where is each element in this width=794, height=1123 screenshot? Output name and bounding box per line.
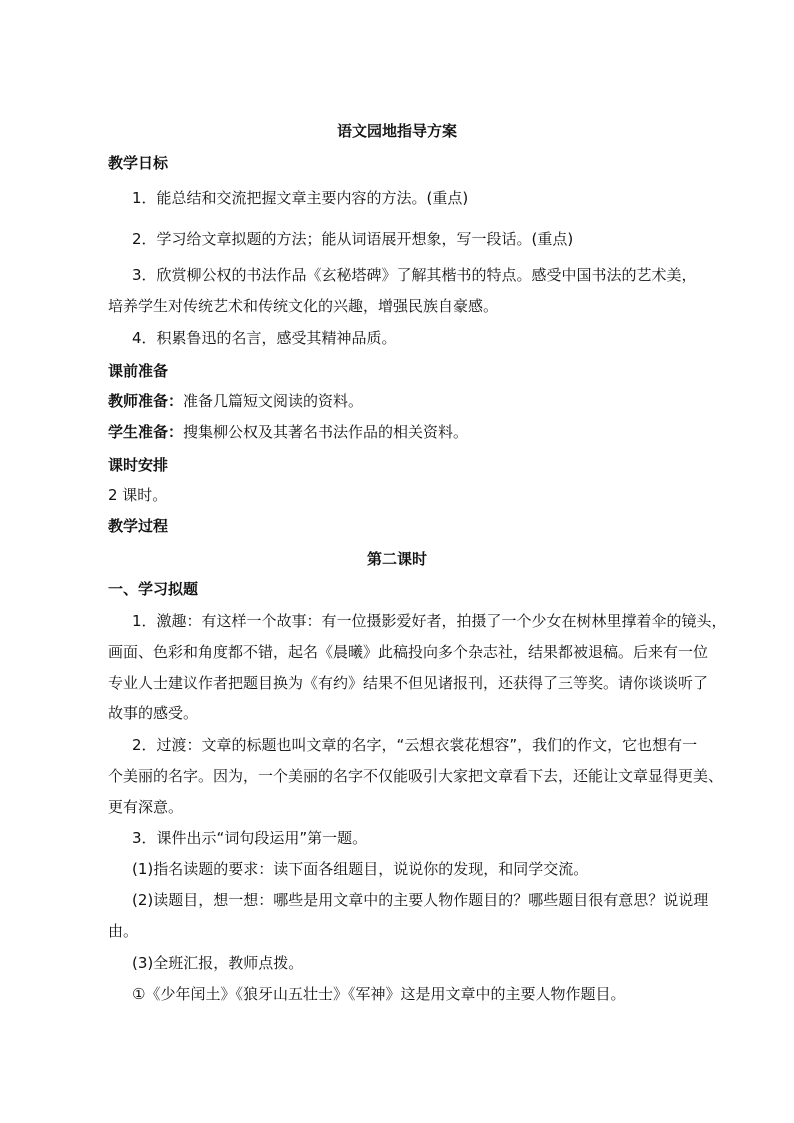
objective-item-3: 3．欣赏柳公权的书法作品《玄秘塔碑》了解其楷书的特点。感受中国书法的艺术美， [132, 266, 697, 284]
objective-item-2: 2．学习给文章拟题的方法；能从词语展开想象，写一段话。(重点) [132, 230, 574, 248]
objectives-heading: 教学日标 [108, 154, 169, 172]
objective-item-3-cont: 培养学生对传统艺术和传统文化的兴趣，增强民族自豪感。 [108, 297, 499, 315]
process-line-8: 3．课件出示“词句段运用”第一题。 [132, 829, 368, 847]
process-line-7: 更有深意。 [108, 798, 184, 816]
teacher-prep-text: 准备几篇短文阅读的资料。 [183, 392, 364, 410]
process-line-11: 由。 [108, 922, 139, 940]
prep-heading: 课前准备 [108, 362, 169, 380]
process-line-6: 个美丽的名字。因为，一个美丽的名字不仅能吸引大家把文章看下去，还能让文章显得更美、 [108, 767, 724, 785]
process-line-12: (3)全班汇报，教师点拨。 [132, 954, 304, 972]
process-heading: 教学过程 [108, 517, 169, 535]
document-title: 语文园地指导方案 [336, 122, 457, 140]
process-line-9: (1)指名读题的要求：读下面各组题目，说说你的发现，和同学交流。 [132, 860, 589, 878]
schedule-heading: 课时安排 [108, 456, 169, 474]
process-line-10: (2)读题目，想一想：哪些是用文章中的主要人物作题目的？哪些题目很有意思？说说理 [132, 891, 709, 909]
student-prep-label: 学生准备： [108, 423, 184, 441]
process-line-1: 1．激趣：有这样一个故事：有一位摄影爱好者，拍摄了一个少女在树林里撑着伞的镜头， [132, 612, 727, 630]
section-heading-1: 一、学习拟题 [108, 580, 199, 598]
lesson-title: 第二课时 [366, 550, 427, 568]
student-prep [108, 421, 468, 443]
objective-item-1: 1．能总结和交流把握文章主要内容的方法。(重点) [132, 189, 469, 207]
process-line-2: 画面、色彩和角度都不错，起名《晨曦》此稿投向多个杂志社，结果都被退稿。后来有一位 [108, 643, 709, 661]
process-line-4: 故事的感受。 [108, 704, 199, 722]
student-prep-text: 搜集柳公权及其著名书法作品的相关资料。 [183, 423, 469, 441]
process-line-5: 2．过渡：文章的标题也叫文章的名字，“云想衣裳花想容”，我们的作文，它也想有一 [132, 736, 698, 754]
process-line-13: ①《少年闰土》《狼牙山五壮士》《军神》这是用文章中的主要人物作题目。 [132, 985, 626, 1003]
teacher-prep-label: 教师准备： [108, 392, 184, 410]
objective-item-4: 4．积累鲁迅的名言，感受其精神品质。 [132, 329, 397, 347]
schedule-text: 2 课时。 [108, 486, 168, 504]
teacher-prep [108, 390, 363, 412]
process-line-3: 专业人士建议作者把题目换为《有约》结果不但见诸报刊，还获得了三等奖。请你谈谈听了 [108, 674, 709, 692]
